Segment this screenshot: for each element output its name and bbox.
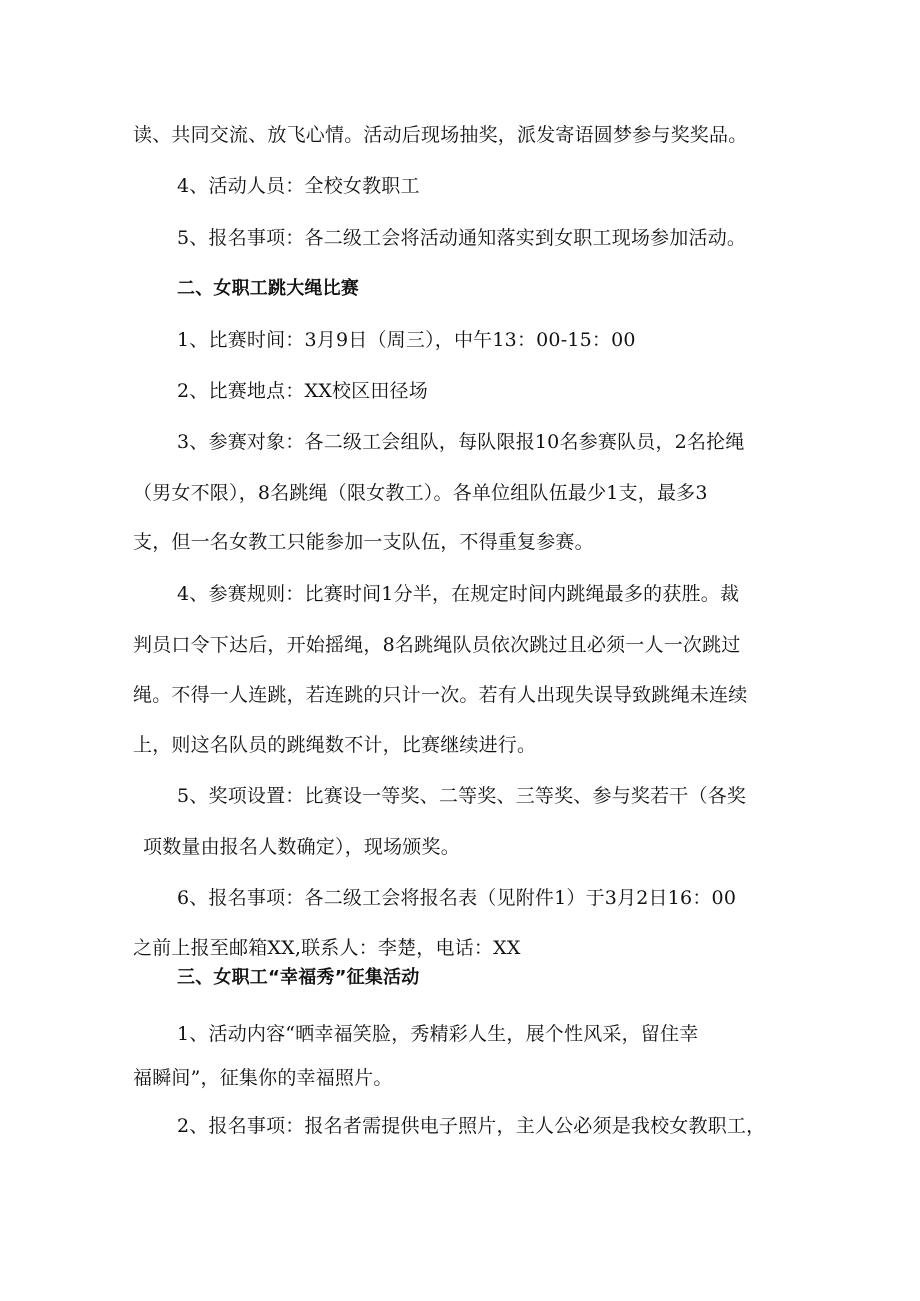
competition-location-line: 2、比赛地点：XX校区田径场 [177,380,428,402]
awards-line-1: 5、奖项设置：比赛设一等奖、二等奖、三等奖、参与奖若干（各奖 [177,785,747,807]
section-heading-happiness-show: 三、女职工“幸福秀”征集活动 [177,967,420,988]
participants-line-1: 3、参赛对象：各二级工会组队，每队限报10名参赛队员，2名抡绳 [177,431,745,453]
rules-line-2: 判员口令下达后，开始摇绳，8名跳绳队员依次跳过且必须一人一次跳过 [133,634,741,656]
registration-matters-line: 5、报名事项：各二级工会将活动通知落实到女职工现场参加活动。 [177,227,747,249]
section-heading-rope-skipping: 二、女职工跳大绳比赛 [177,278,359,299]
signup-line-2: 之前上报至邮箱XX,联系人：李楚，电话：XX [133,937,521,959]
activity-content-line-1: 1、活动内容“晒幸福笑脸，秀精彩人生，展个性风采，留住幸 [177,1023,699,1045]
rules-line-3: 绳。不得一人连跳，若连跳的只计一次。若有人出现失误导致跳绳未连续 [133,684,748,706]
activity-content-line-2: 福瞬间”，征集你的幸福照片。 [133,1067,393,1089]
registration-requirements-line: 2、报名事项：报名者需提供电子照片，主人公必须是我校女教职工， [177,1115,766,1137]
competition-time-line: 1、比赛时间：3月9日（周三），中午13：00-15：00 [177,329,636,351]
rules-line-1: 4、参赛规则：比赛时间1分半，在规定时间内跳绳最多的获胜。裁 [177,583,740,605]
participants-line-2: （男女不限），8名跳绳（限女教工）。各单位组队伍最少1支，最多3 [133,482,708,504]
participants-line-3: 支，但一名女教工只能参加一支队伍，不得重复参赛。 [133,531,594,553]
signup-line-1: 6、报名事项：各二级工会将报名表（见附件1）于3月2日16：00 [177,887,737,909]
awards-line-2: 项数量由报名人数确定），现场颁奖。 [143,836,460,858]
paragraph-continuation-line: 读、共同交流、放飞心情。活动后现场抽奖，派发寄语圆梦参与奖奖品。 [133,124,748,146]
rules-line-4: 上，则这名队员的跳绳数不计，比赛继续进行。 [133,734,537,756]
activity-participants-line: 4、活动人员：全校女教职工 [177,175,420,197]
